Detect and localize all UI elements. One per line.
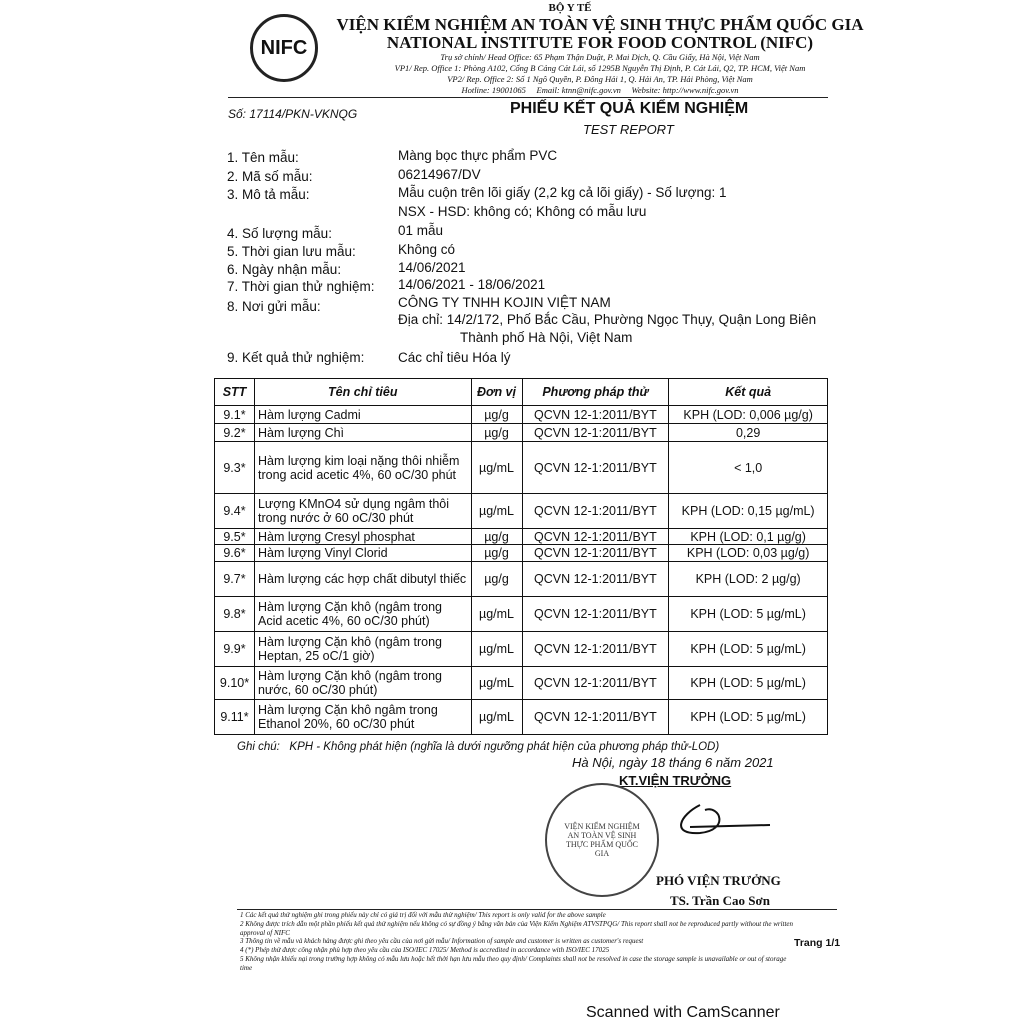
field-value: 14/06/2021	[398, 260, 466, 275]
table-row	[215, 667, 828, 700]
table-row	[215, 597, 828, 632]
row-result: 0,29	[669, 424, 828, 442]
institute-name-en: NATIONAL INSTITUTE FOR FOOD CONTROL (NIFC)	[386, 33, 814, 52]
row-stt: 9.11*	[215, 700, 255, 735]
field-value: Địa chỉ: 14/2/172, Phố Bắc Cầu, Phường Ngọc Thụy, Quận Long Biên	[398, 312, 817, 327]
table-row	[215, 494, 828, 529]
field-value: 06214967/DV	[398, 167, 481, 182]
row-stt: 9.9*	[215, 632, 255, 667]
row-unit: µg/mL	[471, 700, 522, 735]
row-method: QCVN 12-1:2011/BYT	[522, 632, 669, 667]
table-row	[215, 545, 828, 562]
contact-line: Hotline: 19001065 Email: ktnn@nifc.gov.vn Website: http://www.nifc.gov.vn	[461, 85, 739, 95]
row-method: QCVN 12-1:2011/BYT	[522, 667, 669, 700]
footer-divider	[237, 909, 837, 910]
row-method: QCVN 12-1:2011/BYT	[522, 442, 669, 494]
row-result: KPH (LOD: 5 µg/mL)	[669, 700, 828, 735]
signatory-name: TS. Trần Cao Sơn	[670, 893, 770, 908]
row-unit: µg/mL	[471, 597, 522, 632]
field-value: Các chỉ tiêu Hóa lý	[398, 350, 511, 365]
table-row	[215, 562, 828, 597]
signatory-title: PHÓ VIỆN TRƯỞNG	[656, 873, 781, 888]
report-title-vi: PHIẾU KẾT QUẢ KIỂM NGHIỆM	[510, 100, 749, 117]
signatory-role: KT.VIỆN TRƯỞNG	[619, 773, 732, 788]
report-number: Số: 17114/PKN-VKNQG	[228, 107, 358, 121]
row-stt: 9.3*	[215, 442, 255, 494]
row-method: QCVN 12-1:2011/BYT	[522, 597, 669, 632]
table-row	[215, 406, 828, 424]
col-stt: STT	[215, 379, 255, 406]
footnote: 4 (*) Phép thử được công nhận phù hợp theo yêu cầu của ISO/IEC 17025/ Method is accredited in accordance with ISO/IEC 17025	[240, 946, 610, 954]
row-method: QCVN 12-1:2011/BYT	[522, 406, 669, 424]
table-row	[215, 700, 828, 735]
row-method: QCVN 12-1:2011/BYT	[522, 545, 669, 562]
footnote: 2 Không được trích dẫn một phần phiếu kết quả thử nghiệm nếu không có sự đồng ý bằng văn bản của Viện Kiểm Nghiệm ATVSTPQG/ This report shall not be reproduced partly without the written approval of NIFC	[240, 920, 794, 937]
header-divider	[228, 97, 828, 98]
row-name: Hàm lượng Cadmi	[254, 406, 471, 424]
row-stt: 9.2*	[215, 424, 255, 442]
field-label: 5. Thời gian lưu mẫu:	[227, 244, 356, 259]
field-label: 6. Ngày nhận mẫu:	[227, 262, 342, 277]
row-stt: 9.6*	[215, 545, 255, 562]
row-unit: µg/mL	[471, 667, 522, 700]
field-value: Mẫu cuộn trên lõi giấy (2,2 kg cả lõi giấy) - Số lượng: 1	[398, 185, 727, 200]
row-unit: µg/mL	[471, 442, 522, 494]
footnote: 1 Các kết quả thử nghiệm ghi trong phiếu này chỉ có giá trị đối với mẫu thử nghiệm/ This report is only valid for the above sample	[240, 911, 606, 919]
footnote: 5 Không nhận khiếu nại trong trường hợp không có mẫu lưu hoặc hết thời hạn lưu mẫu theo quy định/ Complaints shall not be resolved in case the storage sample is unavailable or out of storage time	[240, 955, 787, 972]
row-name: Hàm lượng Chì	[254, 424, 471, 442]
row-method: QCVN 12-1:2011/BYT	[522, 424, 669, 442]
row-result: KPH (LOD: 0,006 µg/g)	[669, 406, 828, 424]
row-result: < 1,0	[669, 442, 828, 494]
row-name: Hàm lượng Cặn khô (ngâm trong Heptan, 25 oC/1 giờ)	[254, 632, 471, 667]
row-unit: µg/g	[471, 562, 522, 597]
table-row	[215, 529, 828, 545]
row-name: Hàm lượng Cặn khô ngâm trong Ethanol 20%, 60 oC/30 phút	[254, 700, 471, 735]
page-number: Trang 1/1	[794, 937, 841, 949]
row-result: KPH (LOD: 2 µg/g)	[669, 562, 828, 597]
note: Ghi chú: KPH - Không phát hiện (nghĩa là dưới ngưỡng phát hiện của phương pháp thử-LOD)	[237, 741, 720, 753]
row-unit: µg/g	[471, 545, 522, 562]
field-value: Không có	[398, 242, 456, 257]
row-unit: µg/g	[471, 529, 522, 545]
col-method: Phương pháp thử	[522, 379, 669, 406]
row-name: Hàm lượng Cặn khô (ngâm trong Acid acetic 4%, 60 oC/30 phút)	[254, 597, 471, 632]
field-value: NSX - HSD: không có; Không có mẫu lưu	[398, 204, 647, 219]
row-unit: µg/mL	[471, 632, 522, 667]
institute-name-vi: VIỆN KIỂM NGHIỆM AN TOÀN VỆ SINH THỰC PHẨM QUỐC GIA	[336, 15, 864, 34]
row-result: KPH (LOD: 0,15 µg/mL)	[669, 494, 828, 529]
field-label: 4. Số lượng mẫu:	[227, 226, 332, 241]
rep-office-1: VP1/ Rep. Office 1: Phòng A102, Cổng B Cảng Cát Lái, số 1295B Nguyễn Thị Định, P. Cát Lái, Q2, TP. HCM, Việt Nam	[394, 63, 806, 73]
official-stamp: VIỆN KIỂM NGHIỆM AN TOÀN VỆ SINH THỰC PHẨM QUỐC GIA	[545, 783, 659, 897]
scanner-watermark: Scanned with CamScanner	[586, 1004, 780, 1021]
ministry: BỘ Y TẾ	[548, 2, 592, 14]
row-method: QCVN 12-1:2011/BYT	[522, 700, 669, 735]
row-unit: µg/g	[471, 424, 522, 442]
footnote: 3 Thông tin về mẫu và khách hàng được ghi theo yêu cầu của nơi gửi mẫu/ Information of sample and customer is written as customer's request	[240, 937, 644, 945]
field-value: 01 mẫu	[398, 223, 444, 238]
field-value: Thành phố Hà Nội, Việt Nam	[460, 330, 633, 345]
row-unit: µg/g	[471, 406, 522, 424]
field-label: 2. Mã số mẫu:	[227, 169, 313, 184]
field-label: 9. Kết quả thử nghiệm:	[227, 350, 365, 365]
row-name: Hàm lượng Cresyl phosphat	[254, 529, 471, 545]
head-office: Trụ sở chính/ Head Office: 65 Phạm Thận Duật, P. Mai Dịch, Q. Cầu Giấy, Hà Nội, Việt Nam	[440, 52, 760, 62]
row-name: Hàm lượng Cặn khô (ngâm trong nước, 60 oC/30 phút)	[254, 667, 471, 700]
signature-icon	[660, 795, 780, 845]
results-table	[214, 378, 828, 735]
row-unit: µg/mL	[471, 494, 522, 529]
rep-office-2: VP2/ Rep. Office 2: Số 1 Ngô Quyền, P. Đông Hải 1, Q. Hải An, TP. Hải Phòng, Việt Nam	[447, 74, 753, 84]
row-name: Hàm lượng Vinyl Clorid	[254, 545, 471, 562]
row-name: Hàm lượng kim loại nặng thôi nhiễm trong acid acetic 4%, 60 oC/30 phút	[254, 442, 471, 494]
row-stt: 9.7*	[215, 562, 255, 597]
field-label: 1. Tên mẫu:	[227, 150, 299, 165]
row-result: KPH (LOD: 0,03 µg/g)	[669, 545, 828, 562]
row-result: KPH (LOD: 0,1 µg/g)	[669, 529, 828, 545]
row-name: Hàm lượng các hợp chất dibutyl thiếc	[254, 562, 471, 597]
field-label: 3. Mô tả mẫu:	[227, 187, 310, 202]
table-header	[215, 379, 828, 406]
table-row	[215, 632, 828, 667]
field-value: 14/06/2021 - 18/06/2021	[398, 277, 546, 292]
row-method: QCVN 12-1:2011/BYT	[522, 529, 669, 545]
row-result: KPH (LOD: 5 µg/mL)	[669, 632, 828, 667]
row-method: QCVN 12-1:2011/BYT	[522, 494, 669, 529]
row-stt: 9.5*	[215, 529, 255, 545]
table-row	[215, 442, 828, 494]
table-row	[215, 424, 828, 442]
field-label: 8. Nơi gửi mẫu:	[227, 299, 321, 314]
row-stt: 9.8*	[215, 597, 255, 632]
issue-date: Hà Nội, ngày 18 tháng 6 năm 2021	[572, 755, 774, 770]
col-result: Kết quả	[669, 379, 828, 406]
row-stt: 9.1*	[215, 406, 255, 424]
field-value: CÔNG TY TNHH KOJIN VIỆT NAM	[398, 295, 611, 310]
row-stt: 9.4*	[215, 494, 255, 529]
field-label: 7. Thời gian thử nghiệm:	[227, 279, 375, 294]
row-result: KPH (LOD: 5 µg/mL)	[669, 667, 828, 700]
col-name: Tên chỉ tiêu	[254, 379, 471, 406]
row-stt: 9.10*	[215, 667, 255, 700]
nifc-logo: NIFC	[250, 14, 318, 82]
col-unit: Đơn vị	[471, 379, 522, 406]
row-name: Lượng KMnO4 sử dụng ngâm thôi trong nước ở 60 oC/30 phút	[254, 494, 471, 529]
row-result: KPH (LOD: 5 µg/mL)	[669, 597, 828, 632]
field-value: Màng bọc thực phẩm PVC	[398, 148, 558, 163]
row-method: QCVN 12-1:2011/BYT	[522, 562, 669, 597]
report-title-en: TEST REPORT	[583, 122, 674, 137]
